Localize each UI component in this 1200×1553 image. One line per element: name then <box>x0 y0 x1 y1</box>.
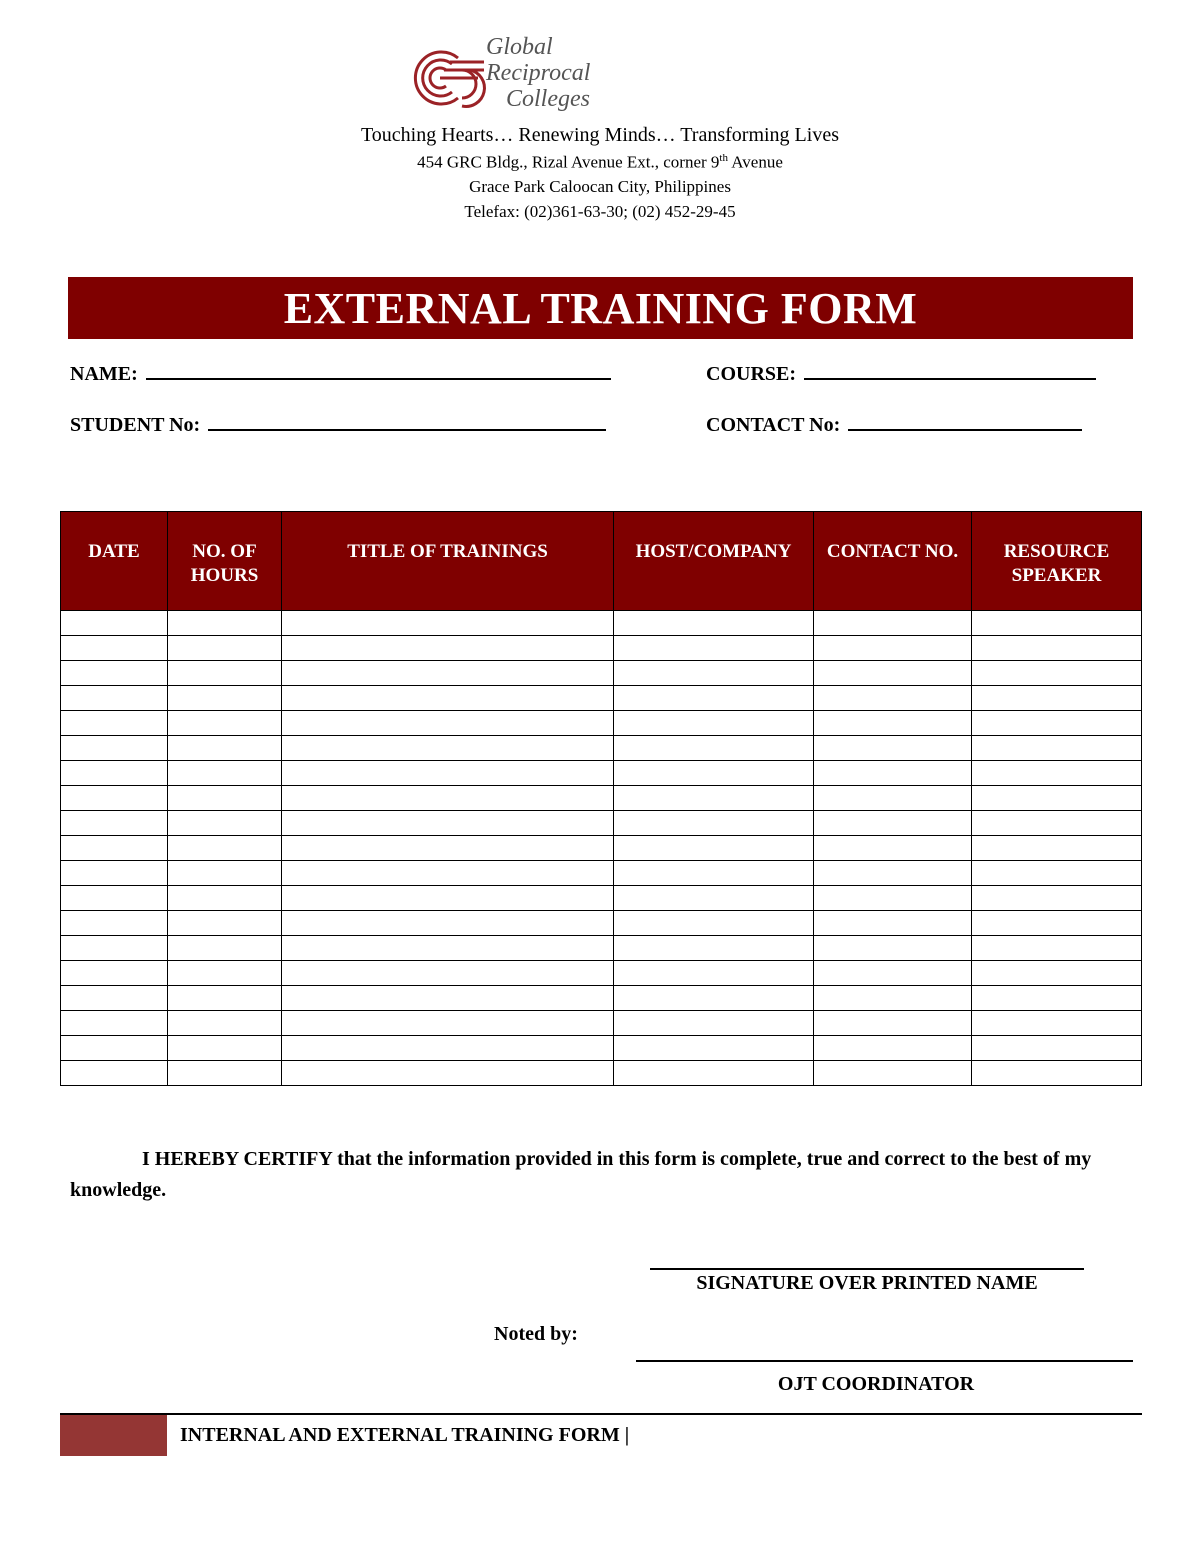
course-label: COURSE: <box>706 363 797 385</box>
table-cell[interactable] <box>61 836 168 861</box>
table-cell[interactable] <box>814 886 972 911</box>
table-cell[interactable] <box>168 986 282 1011</box>
table-row <box>61 786 1142 811</box>
table-cell[interactable] <box>168 736 282 761</box>
logo-line-3: Colleges <box>506 86 590 112</box>
table-cell[interactable] <box>614 1011 814 1036</box>
table-cell[interactable] <box>61 911 168 936</box>
table-cell[interactable] <box>168 661 282 686</box>
table-cell[interactable] <box>814 661 972 686</box>
table-cell[interactable] <box>282 936 614 961</box>
header-speaker: RESOURCE SPEAKER <box>972 512 1142 611</box>
name-label: NAME: <box>70 363 138 385</box>
table-cell[interactable] <box>972 1061 1142 1086</box>
table-cell[interactable] <box>814 961 972 986</box>
table-cell[interactable] <box>972 1036 1142 1061</box>
table-cell[interactable] <box>614 911 814 936</box>
college-logo <box>400 36 640 116</box>
table-cell[interactable] <box>282 636 614 661</box>
table-cell[interactable] <box>168 1061 282 1086</box>
certification-text: I HEREBY CERTIFY that the information provided in this form is complete, true and correct to the best of my knowledge. <box>70 1148 1092 1201</box>
student-no-field[interactable] <box>70 413 606 437</box>
table-row <box>61 661 1142 686</box>
table-cell[interactable] <box>614 1036 814 1061</box>
table-cell[interactable] <box>168 711 282 736</box>
table-cell[interactable] <box>282 611 614 636</box>
table-row <box>61 636 1142 661</box>
table-cell[interactable] <box>282 811 614 836</box>
table-cell[interactable] <box>61 861 168 886</box>
table-cell[interactable] <box>61 1036 168 1061</box>
table-cell[interactable] <box>61 1061 168 1086</box>
table-cell[interactable] <box>972 936 1142 961</box>
table-cell[interactable] <box>614 861 814 886</box>
signature-line[interactable] <box>650 1268 1084 1270</box>
table-cell[interactable] <box>61 636 168 661</box>
table-cell[interactable] <box>168 811 282 836</box>
table-cell[interactable] <box>168 911 282 936</box>
table-row <box>61 761 1142 786</box>
table-cell[interactable] <box>972 786 1142 811</box>
table-cell[interactable] <box>282 1036 614 1061</box>
table-cell[interactable] <box>814 736 972 761</box>
table-cell[interactable] <box>814 1061 972 1086</box>
table-row <box>61 686 1142 711</box>
table-cell[interactable] <box>168 761 282 786</box>
table-row <box>61 711 1142 736</box>
table-cell[interactable] <box>814 786 972 811</box>
table-row <box>61 811 1142 836</box>
table-row <box>61 836 1142 861</box>
course-input-line[interactable] <box>804 362 1096 380</box>
table-cell[interactable] <box>614 611 814 636</box>
table-cell[interactable] <box>282 986 614 1011</box>
table-row <box>61 1011 1142 1036</box>
table-header-row <box>61 512 1142 611</box>
table-cell[interactable] <box>972 811 1142 836</box>
table-cell[interactable] <box>972 986 1142 1011</box>
table-cell[interactable] <box>168 686 282 711</box>
table-cell[interactable] <box>972 886 1142 911</box>
table-cell[interactable] <box>61 786 168 811</box>
address-line-2: Grace Park Caloocan City, Philippines <box>469 177 731 196</box>
table-row <box>61 886 1142 911</box>
header-contact: CONTACT NO. <box>814 512 972 611</box>
table-cell[interactable] <box>614 786 814 811</box>
table-cell[interactable] <box>61 711 168 736</box>
table-cell[interactable] <box>282 736 614 761</box>
table-cell[interactable] <box>61 886 168 911</box>
table-cell[interactable] <box>972 911 1142 936</box>
table-cell[interactable] <box>168 786 282 811</box>
address-line-1: 454 GRC Bldg., Rizal Avenue Ext., corner 9th Avenue <box>417 152 783 172</box>
table-cell[interactable] <box>972 861 1142 886</box>
table-row <box>61 986 1142 1011</box>
table-cell[interactable] <box>61 1011 168 1036</box>
table-cell[interactable] <box>282 1011 614 1036</box>
form-title: EXTERNAL TRAINING FORM <box>68 277 1133 339</box>
table-cell[interactable] <box>972 761 1142 786</box>
table-cell[interactable] <box>614 686 814 711</box>
table-cell[interactable] <box>614 986 814 1011</box>
table-cell[interactable] <box>282 786 614 811</box>
table-cell[interactable] <box>168 1011 282 1036</box>
table-row <box>61 1036 1142 1061</box>
table-cell[interactable] <box>972 686 1142 711</box>
table-cell[interactable] <box>282 911 614 936</box>
table-cell[interactable] <box>168 636 282 661</box>
student-no-input-line[interactable] <box>208 413 606 431</box>
table-cell[interactable] <box>61 611 168 636</box>
table-cell[interactable] <box>814 686 972 711</box>
table-cell[interactable] <box>61 761 168 786</box>
telefax: Telefax: (02)361-63-30; (02) 452-29-45 <box>464 202 736 221</box>
name-input-line[interactable] <box>146 362 611 380</box>
noted-by-label: Noted by: <box>494 1323 578 1345</box>
table-cell[interactable] <box>282 1061 614 1086</box>
table-cell[interactable] <box>614 961 814 986</box>
table-cell[interactable] <box>61 736 168 761</box>
table-cell[interactable] <box>814 711 972 736</box>
contact-no-input-line[interactable] <box>848 413 1082 431</box>
table-cell[interactable] <box>61 961 168 986</box>
table-cell[interactable] <box>972 661 1142 686</box>
table-cell[interactable] <box>614 1061 814 1086</box>
table-cell[interactable] <box>614 761 814 786</box>
table-cell[interactable] <box>168 1036 282 1061</box>
table-row <box>61 961 1142 986</box>
table-cell[interactable] <box>814 636 972 661</box>
header-host: HOST/COMPANY <box>614 512 814 611</box>
table-cell[interactable] <box>972 961 1142 986</box>
table-cell[interactable] <box>168 961 282 986</box>
table-cell[interactable] <box>168 836 282 861</box>
table-cell[interactable] <box>814 911 972 936</box>
table-cell[interactable] <box>614 711 814 736</box>
table-cell[interactable] <box>814 611 972 636</box>
table-cell[interactable] <box>972 711 1142 736</box>
table-cell[interactable] <box>282 761 614 786</box>
table-cell[interactable] <box>61 661 168 686</box>
table-cell[interactable] <box>614 811 814 836</box>
table-cell[interactable] <box>614 636 814 661</box>
table-cell[interactable] <box>614 936 814 961</box>
table-cell[interactable] <box>282 961 614 986</box>
table-cell[interactable] <box>972 636 1142 661</box>
logo-line-2: Reciprocal <box>486 60 591 86</box>
table-cell[interactable] <box>282 886 614 911</box>
footer-divider <box>60 1413 1142 1415</box>
student-no-label: STUDENT No: <box>70 414 201 436</box>
table-cell[interactable] <box>168 611 282 636</box>
table-cell[interactable] <box>972 1011 1142 1036</box>
table-cell[interactable] <box>972 836 1142 861</box>
coordinator-signature-line[interactable] <box>636 1360 1133 1362</box>
header-hours: NO. OF HOURS <box>168 512 282 611</box>
table-cell[interactable] <box>814 861 972 886</box>
header-title: TITLE OF TRAININGS <box>282 512 614 611</box>
training-table <box>60 511 1142 1086</box>
table-cell[interactable] <box>614 886 814 911</box>
table-cell[interactable] <box>814 811 972 836</box>
tagline: Touching Hearts… Renewing Minds… Transforming Lives <box>360 124 839 146</box>
coordinator-label: OJT COORDINATOR <box>777 1373 975 1395</box>
table-cell[interactable] <box>614 836 814 861</box>
table-cell[interactable] <box>61 811 168 836</box>
header-date: DATE <box>61 512 168 611</box>
contact-no-label: CONTACT No: <box>706 414 841 436</box>
table-cell[interactable] <box>61 936 168 961</box>
table-cell[interactable] <box>282 661 614 686</box>
table-cell[interactable] <box>614 736 814 761</box>
table-cell[interactable] <box>61 686 168 711</box>
table-cell[interactable] <box>972 611 1142 636</box>
table-cell[interactable] <box>168 936 282 961</box>
table-row <box>61 936 1142 961</box>
footer-text: INTERNAL AND EXTERNAL TRAINING FORM | <box>180 1424 630 1446</box>
logo-line-1: Global <box>486 34 553 60</box>
table-cell[interactable] <box>814 1011 972 1036</box>
table-row <box>61 911 1142 936</box>
table-cell[interactable] <box>61 986 168 1011</box>
table-cell[interactable] <box>168 886 282 911</box>
table-cell[interactable] <box>282 711 614 736</box>
signature-label: SIGNATURE OVER PRINTED NAME <box>696 1272 1038 1294</box>
table-cell[interactable] <box>814 936 972 961</box>
name-field[interactable] <box>70 362 611 386</box>
table-row <box>61 611 1142 636</box>
table-cell[interactable] <box>814 986 972 1011</box>
table-cell[interactable] <box>282 836 614 861</box>
course-field[interactable] <box>706 362 1096 386</box>
table-cell[interactable] <box>168 861 282 886</box>
table-row <box>61 736 1142 761</box>
contact-no-field[interactable] <box>706 413 1082 437</box>
table-cell[interactable] <box>814 761 972 786</box>
table-cell[interactable] <box>282 861 614 886</box>
table-row <box>61 861 1142 886</box>
table-cell[interactable] <box>814 1036 972 1061</box>
footer-accent-block <box>60 1415 167 1456</box>
table-cell[interactable] <box>972 736 1142 761</box>
table-row <box>61 1061 1142 1086</box>
table-cell[interactable] <box>282 686 614 711</box>
table-cell[interactable] <box>814 836 972 861</box>
table-cell[interactable] <box>614 661 814 686</box>
